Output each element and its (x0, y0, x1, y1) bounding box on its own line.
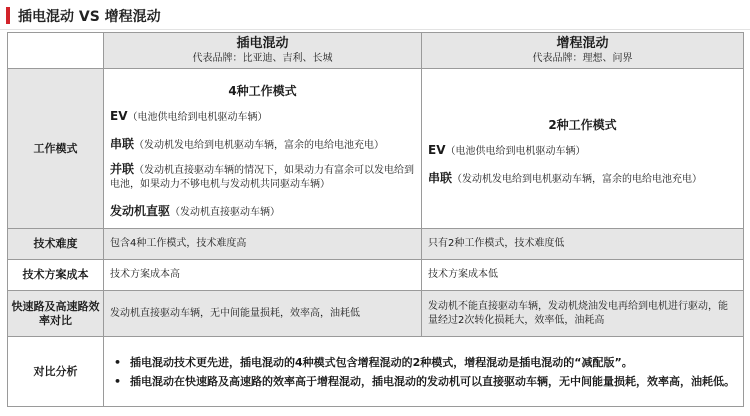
mode-desc: （电池供电给到电机驱动车辆） (127, 112, 268, 123)
phev-work-mode-cell (104, 69, 422, 229)
erev-mode-series (428, 171, 737, 187)
mode-name: 串联 (428, 170, 453, 185)
analysis-text: 插电混动在快速路及高速路的效率高于增程混动，插电混动的发动机可以直接驱动车辆，无中间能量损耗，效率高，油耗低。 (130, 374, 735, 388)
analysis-label: 对比分析 (8, 337, 104, 407)
table-header-row (8, 33, 744, 69)
accent-bar (6, 7, 10, 24)
mode-name: 并联 (110, 162, 135, 176)
difficulty-row (8, 229, 744, 260)
phev-brands: 代表品牌：比亚迪、吉利、长城 (192, 53, 333, 64)
phev-mode-count: 4种工作模式 (228, 84, 297, 98)
mode-desc: （发动机直接驱动车辆的情况下，如果动力有富余可以发电给到电池，如果动力不够电机与发动机共同驱动车辆） (110, 165, 415, 190)
erev-difficulty: 只有2种工作模式，技术难度低 (422, 229, 744, 260)
phev-cost: 技术方案成本高 (104, 260, 422, 291)
erev-header (422, 33, 744, 69)
phev-efficiency: 发动机直接驱动车辆，无中间能量损耗，效率高，油耗低 (104, 291, 422, 337)
erev-mode-count: 2种工作模式 (548, 117, 617, 132)
phev-mode-direct (110, 204, 415, 220)
difficulty-label: 技术难度 (8, 229, 104, 260)
work-mode-label: 工作模式 (8, 69, 104, 229)
efficiency-row (8, 291, 744, 337)
page-title: 插电混动 VS 增程混动 (18, 9, 161, 25)
bullet-icon: • (114, 355, 122, 369)
mode-desc: （发动机发电给到电机驱动车辆，富余的电给电池充电） (134, 140, 385, 151)
mode-desc: （电池供电给到电机驱动车辆） (445, 145, 586, 157)
page-header (0, 0, 750, 30)
mode-desc: （发动机直接驱动车辆） (170, 207, 281, 218)
erev-mode-ev (428, 143, 737, 159)
cost-label: 技术方案成本 (8, 260, 104, 291)
phev-difficulty: 包含4种工作模式，技术难度高 (104, 229, 422, 260)
phev-header (104, 33, 422, 69)
analysis-text: 插电混动技术更先进，插电混动的4种模式包含增程混动的2种模式，增程混动是插电混动的“减配版”。 (130, 355, 633, 369)
mode-name: EV (110, 109, 128, 123)
phev-title: 插电混动 (236, 36, 289, 51)
comparison-table (7, 32, 744, 407)
mode-name: 串联 (110, 137, 135, 151)
efficiency-label: 快速路及高速路效率对比 (8, 291, 104, 337)
erev-title: 增程混动 (556, 36, 609, 51)
phev-mode-parallel (110, 162, 415, 192)
phev-mode-ev (110, 109, 415, 125)
corner-cell (8, 33, 104, 69)
mode-desc: （发动机发电给到电机驱动车辆，富余的电给电池充电） (452, 173, 703, 185)
erev-cost: 技术方案成本低 (422, 260, 744, 291)
mode-name: 发动机直驱 (110, 204, 171, 218)
erev-efficiency: 发动机不能直接驱动车辆，发动机烧油发电再给到电机进行驱动，能量经过2次转化损耗大，效率低，油耗高 (422, 291, 744, 337)
bullet-icon: • (114, 374, 122, 388)
analysis-point (110, 353, 735, 372)
analysis-row (8, 337, 744, 407)
analysis-point (110, 372, 735, 391)
erev-brands: 代表品牌：理想、问界 (532, 53, 633, 64)
mode-name: EV (428, 142, 446, 157)
phev-mode-series (110, 137, 415, 153)
erev-work-mode-cell (422, 69, 744, 229)
cost-row (8, 260, 744, 291)
work-mode-row (8, 69, 744, 229)
analysis-cell (104, 337, 744, 407)
